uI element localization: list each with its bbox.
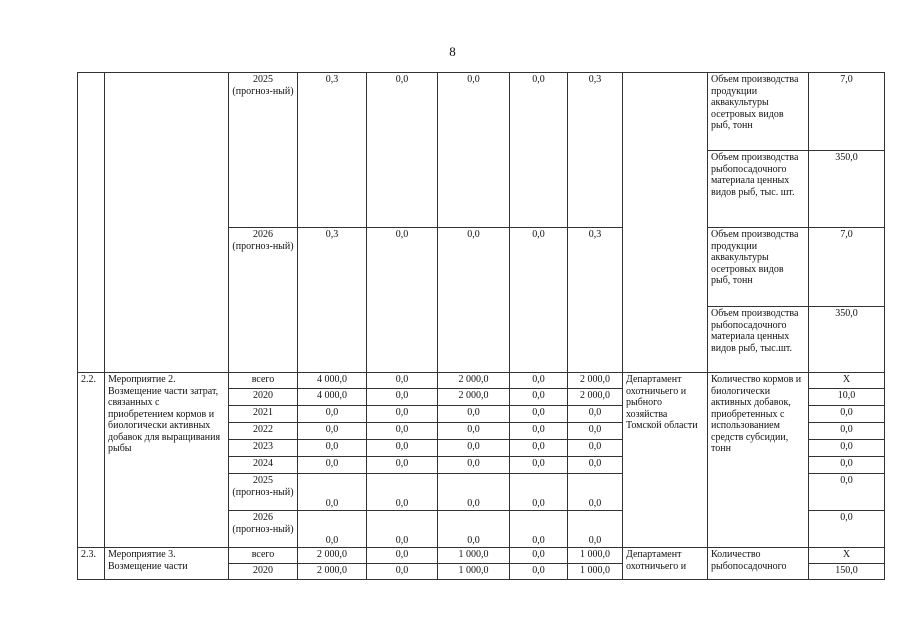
value-cell: 0,0: [367, 423, 438, 440]
value-cell: 4 000,0: [298, 389, 367, 406]
value-cell: 2 000,0: [568, 373, 623, 389]
indicator-value: Х: [809, 373, 885, 389]
page-number: 8: [449, 44, 456, 59]
value-cell: 0,0: [510, 457, 568, 474]
year-cell: 2021: [229, 406, 298, 423]
value-cell: 0,0: [298, 511, 367, 548]
indicator-value: 0,0: [809, 406, 885, 423]
year-cell: всего: [229, 548, 298, 564]
value-cell: 0,0: [438, 474, 510, 511]
year-cell: 2022: [229, 423, 298, 440]
table-row: [78, 73, 885, 151]
year-cell: 2025 (прогноз-ный): [229, 474, 298, 511]
indicator-value: 0,0: [809, 440, 885, 457]
indicator-value: 10,0: [809, 389, 885, 406]
value-cell: 1 000,0: [568, 564, 623, 580]
value-cell: 0,3: [298, 228, 367, 373]
value-cell: 0,0: [510, 423, 568, 440]
value-cell: 0,0: [367, 564, 438, 580]
value-cell: 2 000,0: [438, 389, 510, 406]
value-cell: 2 000,0: [568, 389, 623, 406]
value-cell: 4 000,0: [298, 373, 367, 389]
value-cell: 0,0: [367, 474, 438, 511]
value-cell: 0,0: [438, 406, 510, 423]
indicator-name: Количество кормов и биологически активных добавок, приобретенных с использованием средств субсидии, тонн: [708, 373, 809, 548]
table-row: [78, 548, 885, 564]
value-cell: 0,0: [298, 406, 367, 423]
indicator-value: 350,0: [809, 307, 885, 373]
table-row: [78, 373, 885, 389]
year-cell: 2020: [229, 564, 298, 580]
value-cell: 0,0: [367, 511, 438, 548]
year-cell: 2023: [229, 440, 298, 457]
value-cell: 0,0: [367, 389, 438, 406]
indicator-name: Объем производства продукции аквакультуры осетровых видов рыб, тонн: [708, 73, 809, 151]
value-cell: 0,0: [438, 228, 510, 373]
value-cell: 0,0: [367, 406, 438, 423]
indicator-name: Объем производства рыбопосадочного материала ценных видов рыб, тыс. шт.: [708, 151, 809, 228]
value-cell: 0,0: [568, 511, 623, 548]
value-cell: 0,3: [568, 73, 623, 228]
value-cell: 0,0: [367, 440, 438, 457]
indicator-value: 150,0: [809, 564, 885, 580]
value-cell: 0,0: [510, 228, 568, 373]
value-cell: 0,0: [568, 457, 623, 474]
value-cell: 2 000,0: [438, 373, 510, 389]
value-cell: 0,3: [568, 228, 623, 373]
value-cell: 0,0: [367, 73, 438, 228]
value-cell: 0,0: [298, 440, 367, 457]
indicator-value: 350,0: [809, 151, 885, 228]
executor-name: Департамент охотничьего и рыбного хозяйства Томской области: [623, 373, 708, 548]
value-cell: 0,0: [568, 440, 623, 457]
value-cell: 0,0: [510, 73, 568, 228]
value-cell: 0,0: [438, 457, 510, 474]
year-cell: 2026 (прогноз-ный): [229, 511, 298, 548]
indicator-name: Количество рыбопосадочного: [708, 548, 809, 580]
value-cell: 2 000,0: [298, 548, 367, 564]
indicator-value: 0,0: [809, 474, 885, 511]
year-cell: 2024: [229, 457, 298, 474]
value-cell: 1 000,0: [568, 548, 623, 564]
indicator-value: Х: [809, 548, 885, 564]
value-cell: 0,0: [510, 373, 568, 389]
value-cell: 0,0: [568, 474, 623, 511]
indicator-value: 0,0: [809, 511, 885, 548]
cell-executor: [623, 73, 708, 373]
value-cell: 0,0: [510, 564, 568, 580]
value-cell: 0,0: [298, 474, 367, 511]
indicator-value: 7,0: [809, 73, 885, 151]
value-cell: 0,0: [438, 73, 510, 228]
measure-number: 2.2.: [78, 373, 105, 548]
executor-name: Департамент охотничьего и: [623, 548, 708, 580]
value-cell: 0,0: [298, 457, 367, 474]
value-cell: 0,3: [298, 73, 367, 228]
value-cell: 0,0: [510, 389, 568, 406]
value-cell: 0,0: [367, 373, 438, 389]
value-cell: 1 000,0: [438, 548, 510, 564]
indicator-value: 7,0: [809, 228, 885, 307]
measure-name: Мероприятие 2. Возмещение части затрат, связанных с приобретением кормов и биологически активных добавок для выращивания рыбы: [105, 373, 229, 548]
value-cell: 0,0: [438, 511, 510, 548]
value-cell: 0,0: [438, 440, 510, 457]
indicator-value: 0,0: [809, 423, 885, 440]
year-cell: 2020: [229, 389, 298, 406]
value-cell: 0,0: [438, 423, 510, 440]
indicator-name: Объем производства рыбопосадочного материала ценных видов рыб, тыс.шт.: [708, 307, 809, 373]
value-cell: 0,0: [568, 406, 623, 423]
value-cell: 0,0: [367, 548, 438, 564]
value-cell: 2 000,0: [298, 564, 367, 580]
value-cell: 1 000,0: [438, 564, 510, 580]
value-cell: 0,0: [367, 228, 438, 373]
year-cell: 2026 (прогноз-ный): [229, 228, 298, 373]
indicator-name: Объем производства продукции аквакультуры осетровых видов рыб, тонн: [708, 228, 809, 307]
value-cell: 0,0: [568, 423, 623, 440]
value-cell: 0,0: [510, 440, 568, 457]
indicator-value: 0,0: [809, 457, 885, 474]
value-cell: 0,0: [510, 548, 568, 564]
value-cell: 0,0: [510, 406, 568, 423]
cell-name: [105, 73, 229, 373]
value-cell: 0,0: [367, 457, 438, 474]
measure-number: 2.3.: [78, 548, 105, 580]
value-cell: 0,0: [510, 474, 568, 511]
value-cell: 0,0: [510, 511, 568, 548]
budget-table: [77, 72, 885, 580]
year-cell: 2025 (прогноз-ный): [229, 73, 298, 228]
value-cell: 0,0: [298, 423, 367, 440]
measure-name: Мероприятие 3. Возмещение части: [105, 548, 229, 580]
year-cell: всего: [229, 373, 298, 389]
cell-num: [78, 73, 105, 373]
